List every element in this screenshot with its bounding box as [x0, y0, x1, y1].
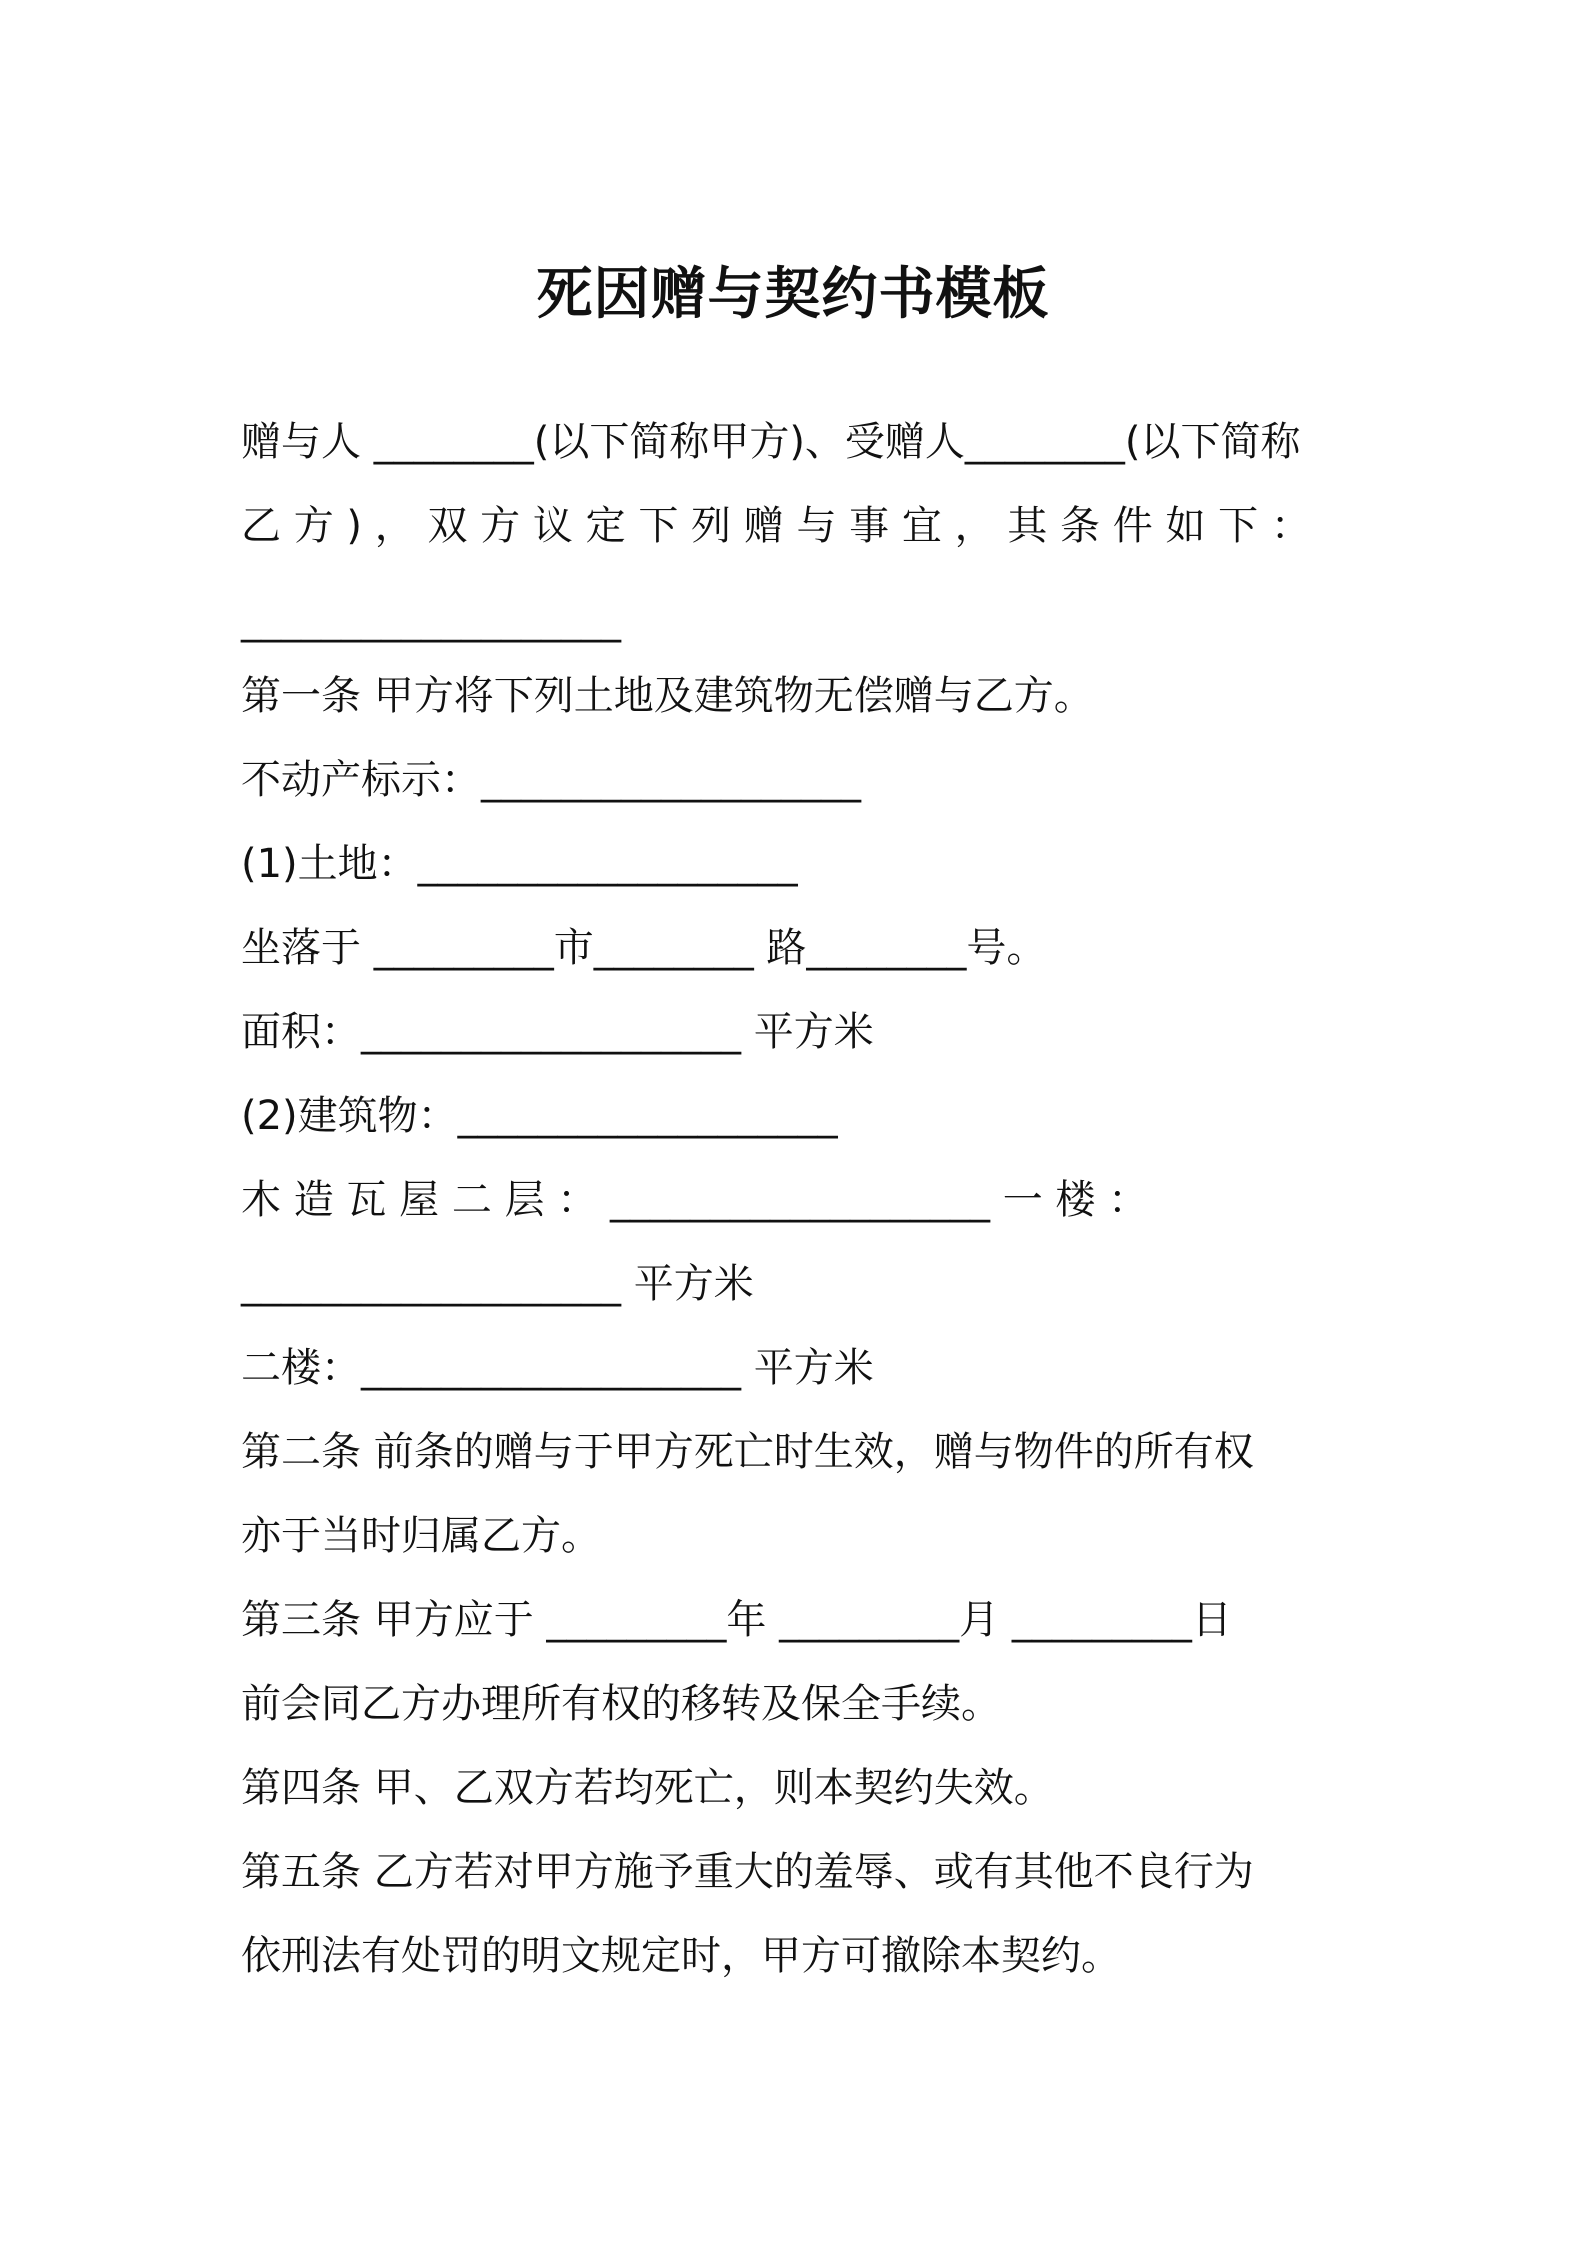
text-line-article-2-cont: 亦于当时归属乙方。 — [241, 1513, 601, 1559]
text-line-article-3: 第三条 甲方应于 _________年 _________月 _________日 — [241, 1597, 1232, 1643]
text-line-building-floors: 木 造 瓦 屋 二 层 ： ___________________ 一 楼 ： — [241, 1177, 1149, 1223]
text-line-parties-cont: 乙 方 ) ， 双 方 议 定 下 列 赠 与 事 宜 ， 其 条 件 如 下 ： — [241, 503, 1311, 549]
text-line-article-4: 第四条 甲、乙双方若均死亡，则本契约失效。 — [241, 1765, 1054, 1811]
text-line-blank: ___________________ — [241, 597, 621, 643]
text-line-article-1: 第一条 甲方将下列土地及建筑物无偿赠与乙方。 — [241, 673, 1094, 719]
text-line-article-5: 第五条 乙方若对甲方施予重大的羞辱、或有其他不良行为 — [241, 1849, 1254, 1895]
text-line-parties: 赠与人 ________(以下简称甲方)、受赠人________(以下简称 — [241, 419, 1301, 465]
text-line-article-5-cont: 依刑法有处罚的明文规定时，甲方可撤除本契约。 — [241, 1933, 1121, 1979]
text-line-property-label: 不动产标示：___________________ — [241, 757, 861, 803]
text-line-floor-2-area: 二楼：___________________ 平方米 — [241, 1345, 874, 1391]
text-line-location: 坐落于 _________市________ 路________号。 — [241, 925, 1047, 971]
document-title: 死因赠与契约书模板 — [536, 262, 1050, 327]
text-line-area: 面积：___________________ 平方米 — [241, 1009, 874, 1055]
text-line-land: (1)土地：___________________ — [241, 841, 798, 887]
text-line-article-3-cont: 前会同乙方办理所有权的移转及保全手续。 — [241, 1681, 1001, 1727]
text-line-article-2: 第二条 前条的赠与于甲方死亡时生效，赠与物件的所有权 — [241, 1429, 1254, 1475]
text-line-building: (2)建筑物：___________________ — [241, 1093, 838, 1139]
text-line-floor-1-area: ___________________ 平方米 — [241, 1261, 754, 1307]
